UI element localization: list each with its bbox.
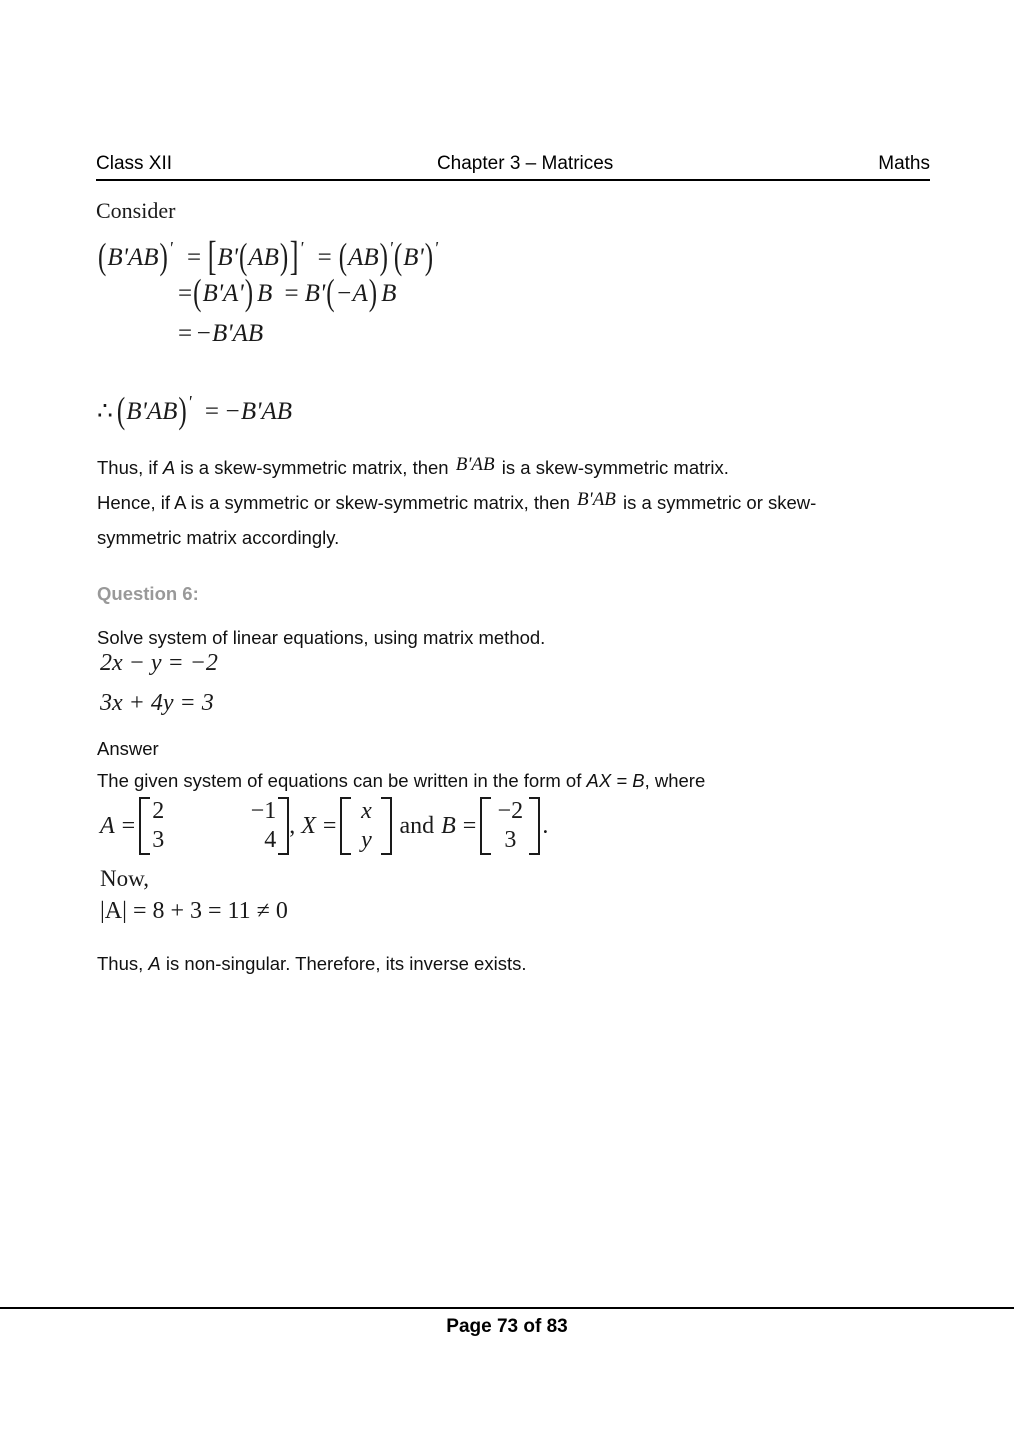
footer-page-number: Page 73 of 83 bbox=[446, 1316, 568, 1337]
expr-neg-b-prime-ab-concl: −B'AB bbox=[223, 398, 292, 426]
paren-close-inner: ) bbox=[279, 237, 289, 278]
question-statement: Solve system of linear equations, using matrix method. bbox=[97, 627, 546, 648]
matrix-b-bracket-left bbox=[480, 797, 491, 855]
matrix-a-cell-0-1: −1 bbox=[250, 798, 277, 824]
matrix-x-label: X bbox=[301, 812, 316, 839]
matrix-x-bracket-left bbox=[340, 797, 351, 855]
non-singular-suffix: is non-singular. Therefore, its inverse exists. bbox=[160, 953, 527, 974]
paren-close-concl: ) bbox=[178, 391, 187, 432]
equals-sign-concl: = bbox=[204, 398, 219, 426]
matrix-b-bracket-right bbox=[529, 797, 540, 855]
inline-math-b-prime-ab-2: B'AB bbox=[577, 489, 616, 510]
equals-sign-2: = bbox=[317, 244, 332, 272]
answer-label: Answer bbox=[97, 738, 159, 759]
non-singular-paragraph bbox=[97, 943, 942, 984]
determinant-expression: |A| = 8 + 3 = 11 ≠ 0 bbox=[100, 898, 288, 924]
prime-mark: ' bbox=[168, 238, 173, 258]
matrix-x-row-2 bbox=[353, 826, 379, 855]
consider-label: Consider bbox=[96, 198, 176, 223]
paren-open-concl: ( bbox=[116, 391, 126, 432]
matrix-b-cell-1-0: 3 bbox=[504, 827, 517, 853]
matrix-x-cell-1-0: y bbox=[361, 827, 372, 853]
header-chapter-title: Chapter 3 – Matrices bbox=[436, 153, 614, 174]
answer-intro-prefix: The given system of equations can be written in the form of bbox=[97, 770, 587, 791]
equals-sign-4: = bbox=[284, 280, 299, 307]
matrix-a bbox=[139, 794, 289, 858]
matrix-separator-comma: , bbox=[289, 812, 296, 839]
paren-close-bp: ) bbox=[424, 237, 434, 278]
thus-middle: is a skew-symmetric matrix, then bbox=[175, 457, 454, 478]
paren-open-bp: ( bbox=[393, 237, 403, 278]
derivation-line-1 bbox=[97, 235, 438, 280]
inline-math-ax-equals-b: AX = B bbox=[586, 770, 645, 791]
matrix-b-row-1 bbox=[493, 797, 527, 826]
expr-minus-a: −A bbox=[335, 280, 368, 307]
matrix-a-bracket-left bbox=[139, 797, 150, 855]
system-equation-1: 2x − y = −2 bbox=[100, 650, 218, 676]
expr-b-prime-a-prime: B'A' bbox=[202, 280, 244, 307]
matrix-a-cell-0-0: 2 bbox=[152, 798, 165, 824]
matrix-b-row-2 bbox=[493, 826, 527, 855]
matrix-x bbox=[340, 794, 392, 858]
paren-open-inner: ( bbox=[239, 237, 248, 278]
footer-divider bbox=[0, 1307, 1014, 1309]
matrix-a-cell-1-1: 4 bbox=[264, 827, 277, 853]
expr-b-prime-a-b: B'AB bbox=[107, 244, 159, 272]
matrix-b-cell-0-0: −2 bbox=[497, 798, 524, 824]
expr-b-prime-3: B' bbox=[304, 280, 326, 307]
paren-open-ab: ( bbox=[338, 237, 348, 278]
prime-mark-bracket: ' bbox=[299, 238, 304, 258]
header-divider bbox=[96, 179, 930, 181]
header-class-label: Class XII bbox=[96, 153, 173, 174]
matrix-a-row-1 bbox=[152, 797, 276, 826]
matrix-a-label: A bbox=[100, 812, 115, 839]
italic-a-2: A bbox=[148, 953, 161, 974]
matrix-definitions-row bbox=[100, 794, 554, 858]
derivation-line-2 bbox=[178, 273, 397, 314]
matrix-b-label: B bbox=[441, 812, 456, 839]
prime-mark-bp: ' bbox=[434, 238, 438, 258]
question-heading: Question 6: bbox=[97, 583, 199, 604]
expr-b-prime: B' bbox=[217, 244, 238, 272]
paren-open-ba: ( bbox=[193, 273, 202, 314]
now-label: Now, bbox=[100, 866, 149, 891]
non-singular-prefix: Thus, bbox=[97, 953, 149, 974]
italic-a-1: A bbox=[162, 457, 176, 478]
paren-open-minus-a: ( bbox=[326, 273, 335, 314]
matrix-a-cell-1-0: 3 bbox=[152, 827, 165, 853]
matrix-x-row-1 bbox=[353, 797, 379, 826]
paren-open: ( bbox=[98, 237, 107, 278]
equals-sign-5: = bbox=[178, 320, 193, 347]
paren-close-ba: ) bbox=[244, 273, 254, 314]
matrix-b bbox=[480, 794, 540, 858]
hence-prefix: Hence, if A is a symmetric or skew-symmetric matrix, then bbox=[97, 492, 576, 513]
inline-math-b-prime-ab-1: B'AB bbox=[455, 454, 495, 475]
matrix-and-text: and bbox=[399, 812, 435, 839]
expr-neg-b-prime-ab: −B'AB bbox=[195, 320, 264, 347]
prime-mark-concl: ' bbox=[187, 392, 192, 412]
thus-suffix: is a skew-symmetric matrix. bbox=[496, 457, 729, 478]
matrix-b-equals: = bbox=[462, 812, 477, 839]
expr-b-prime-ab-concl: B'AB bbox=[126, 398, 178, 426]
matrix-a-bracket-right bbox=[278, 797, 289, 855]
derivation-conclusion bbox=[97, 391, 292, 432]
expr-b-final: B bbox=[381, 280, 397, 307]
matrix-a-row-2 bbox=[152, 826, 276, 855]
derivation-line-3 bbox=[178, 320, 263, 348]
paren-close-ab: ) bbox=[379, 237, 388, 278]
header-subject-label: Maths bbox=[878, 153, 930, 174]
hence-paragraph-line-2: symmetric matrix accordingly. bbox=[97, 527, 340, 548]
thus-prefix: Thus, if bbox=[97, 457, 163, 478]
hence-suffix: is a symmetric or skew- bbox=[617, 492, 817, 513]
page-header bbox=[96, 152, 930, 176]
matrix-a-equals: = bbox=[121, 812, 136, 839]
matrix-x-bracket-right bbox=[381, 797, 392, 855]
equals-sign: = bbox=[186, 244, 202, 272]
system-equation-2: 3x + 4y = 3 bbox=[100, 690, 214, 716]
paren-close-minus-a: ) bbox=[368, 273, 378, 314]
expr-b-prime-2: B' bbox=[403, 244, 424, 272]
prime-mark-ab: ' bbox=[388, 238, 393, 258]
matrix-x-cell-0-0: x bbox=[361, 798, 372, 824]
paren-close: ) bbox=[159, 237, 168, 278]
therefore-symbol: ∴ bbox=[97, 398, 113, 426]
matrix-x-equals: = bbox=[322, 812, 337, 839]
matrix-line-period: . bbox=[542, 812, 549, 839]
equals-sign-3: = bbox=[178, 280, 193, 307]
answer-intro-suffix: , where bbox=[644, 770, 706, 791]
expr-b-trailing: B bbox=[257, 280, 273, 307]
bracket-close: ] bbox=[289, 235, 299, 280]
expr-ab-2: AB bbox=[348, 244, 379, 272]
expr-ab: AB bbox=[248, 244, 279, 272]
bracket-open: [ bbox=[207, 235, 217, 280]
